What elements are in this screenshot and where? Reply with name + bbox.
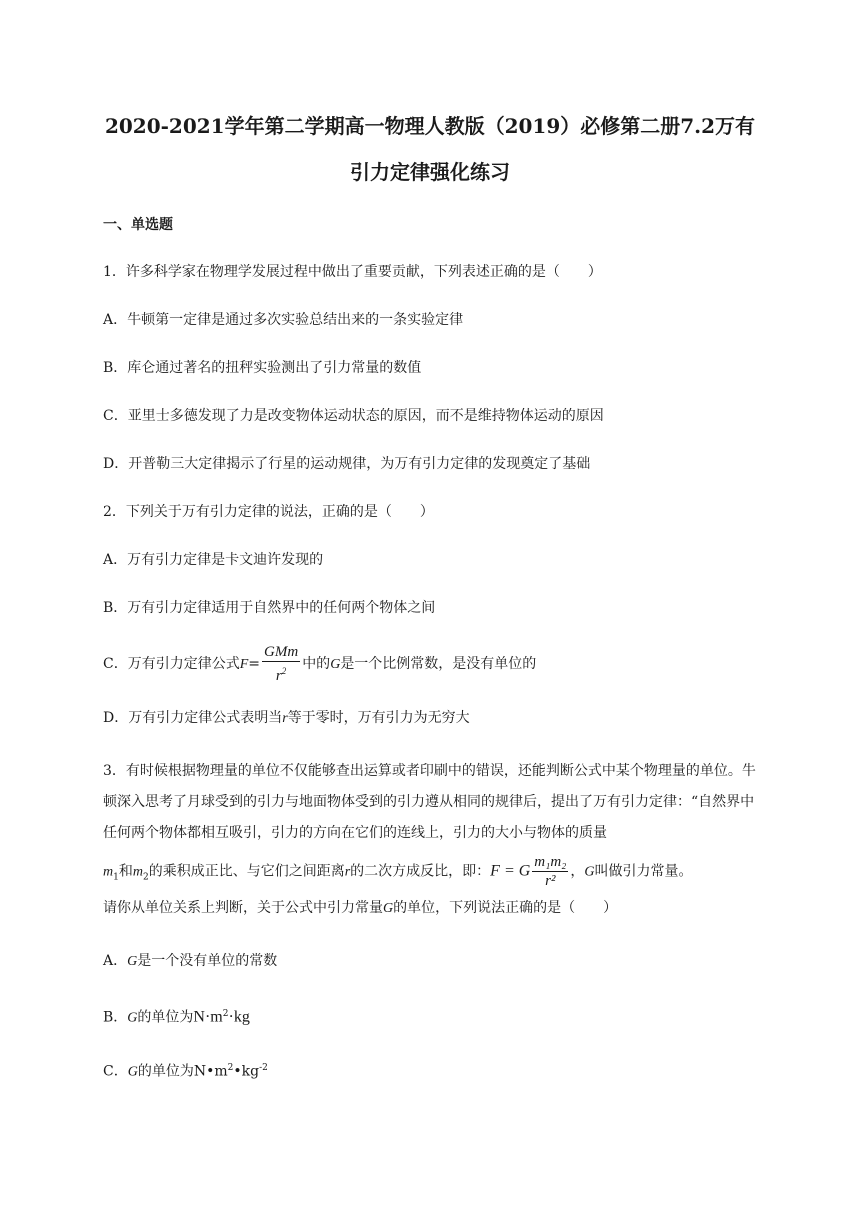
question-2-option-d: D．万有引力定律公式表明当r等于零时，万有引力为无穷大	[103, 710, 470, 726]
question-1-option-a: A．牛顿第一定律是通过多次实验总结出来的一条实验定律	[103, 312, 464, 328]
page-title-line-2: 引力定律强化练习	[350, 160, 510, 184]
question-3-stem: 3．有时候根据物理量的单位不仅能够查出运算或者印刷中的错误，还能判断公式中某个物理量的单位。牛顿深入思考了月球受到的引力与地面物体受到的引力遵从相同的规律后，提出了万有引力定律：“自然界中任何两个物体都相互吸引，引力的方向在它们的连线上，引力的大小与物体的质量 $m_1$和$m_2$的乘积成正比、与它们之间距离r的二次方成反比，即：F = G $\frac{\text{m₁m₂}}{\text{r²}}$ ，G叫做引力常量。 请你从单位关系上判断，关于公式中引力常量G的单位，下列说法正确的是（ ）	[103, 763, 756, 917]
question-2-stem: 2．下列关于万有引力定律的说法，正确的是（ ）	[103, 504, 434, 520]
universal-gravitation-formula: $\frac{\text{m₁m₂}}{\text{r²}}$	[534, 854, 567, 889]
question-3-option-c: C．G的单位为$N•m^2•kg^{-2}$	[103, 1063, 268, 1080]
question-3-option-a: A．G是一个没有单位的常数	[103, 953, 278, 969]
section-heading: 一、单选题	[103, 217, 173, 233]
gravitation-formula-fraction: $\frac{\text{GMm}}{r^2}$	[264, 644, 299, 684]
question-2-option-a: A．万有引力定律是卡文迪许发现的	[103, 552, 324, 568]
question-1-option-c: C．亚里士多德发现了力是改变物体运动状态的原因，而不是维持物体运动的原因	[103, 408, 604, 424]
page-title-line-1: 2020-2021学年第二学期高一物理人教版（2019）必修第二册7.2万有	[104, 114, 756, 138]
question-3-option-b: B．G的单位为$N\cdot m^2\cdot kg$	[103, 1008, 250, 1026]
question-1-option-d: D．开普勒三大定律揭示了行星的运动规律，为万有引力定律的发现奠定了基础	[103, 456, 591, 472]
question-1-option-b: B．库仑通过著名的扭秤实验测出了引力常量的数值	[103, 360, 422, 376]
question-1-stem: 1．许多科学家在物理学发展过程中做出了重要贡献，下列表述正确的是（ ）	[103, 264, 602, 280]
question-2-option-c: C．万有引力定律公式F= $\frac{\text{GMm}}{r^2}$ 中的G是一个比例常数，是没有单位的	[103, 644, 537, 684]
question-2-option-b: B．万有引力定律适用于自然界中的任何两个物体之间	[103, 600, 436, 616]
